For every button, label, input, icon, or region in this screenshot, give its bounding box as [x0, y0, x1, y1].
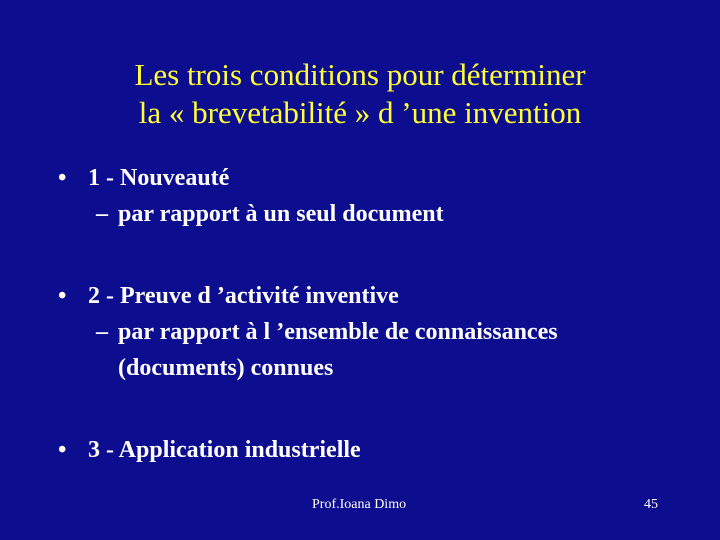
page-number: 45 — [644, 497, 658, 512]
dash-icon: – — [96, 319, 108, 345]
sub-item-label: (documents) connues — [118, 355, 334, 381]
bullet-item-2 — [58, 278, 698, 314]
bullet-item-1 — [58, 160, 698, 196]
bullet-icon: • — [58, 165, 67, 191]
bullet-icon: • — [58, 437, 67, 463]
footer-author: Prof.Ioana Dimo — [312, 497, 407, 512]
bullet-icon: • — [58, 283, 67, 309]
bullet-item-label: 3 - Application industrielle — [88, 437, 361, 463]
sub-item — [58, 196, 698, 232]
spacer — [58, 232, 698, 278]
spacer — [58, 386, 698, 432]
slide-title-line-1: Les trois conditions pour déterminer — [134, 57, 586, 92]
dash-icon: – — [96, 201, 108, 227]
slide-title — [40, 56, 680, 132]
bullet-item-3 — [58, 432, 698, 468]
sub-item-label: par rapport à un seul document — [118, 201, 444, 227]
slide-title-line-2: la « brevetabilité » d ’une invention — [138, 95, 582, 130]
sub-item-label: par rapport à l ’ensemble de connaissances — [118, 319, 558, 345]
sub-item — [58, 314, 698, 350]
sub-item-continuation — [58, 350, 698, 386]
bullet-list — [58, 160, 698, 468]
bullet-item-label: 1 - Nouveauté — [88, 165, 230, 191]
bullet-item-label: 2 - Preuve d ’activité inventive — [88, 283, 399, 309]
